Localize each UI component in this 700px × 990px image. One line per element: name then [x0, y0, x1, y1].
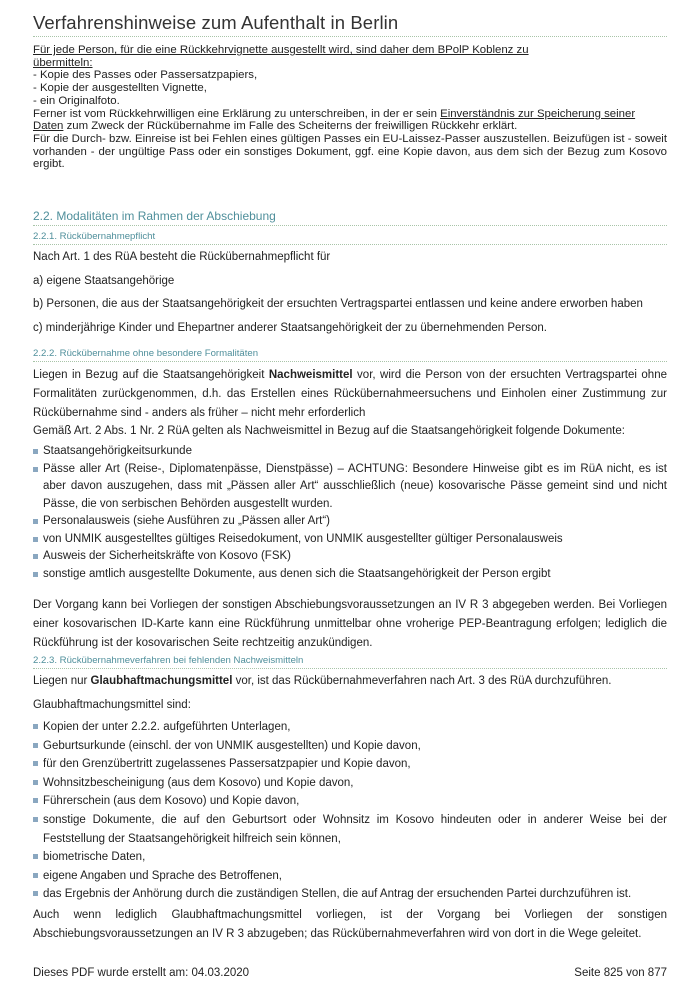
intro-item-3: - ein Originalfoto. — [33, 94, 120, 107]
list-item: Wohnsitzbescheinigung (aus dem Kosovo) und Kopie davon, — [33, 774, 667, 793]
intro-paragraph-transit: Für die Durch- bzw. Einreise ist bei Fehlen eines gültigen Passes ein EU-Laissez-Passer auszustellen. Beizufügen ist - soweit vorhanden - der ungültige Pass oder ein sonstiges Dokument, ggf. eine Kopie davon, aus dem sich der Bezug zum Kosovo ergibt. — [33, 132, 667, 171]
page-title: Verfahrenshinweise zum Aufenthalt in Berlin — [33, 12, 399, 33]
list-item: Ausweis der Sicherheitskräfte von Kosovo (FSK) — [33, 548, 667, 566]
paragraph: Nach Art. 1 des RüA besteht die Rückübernahmepflicht für — [33, 251, 331, 263]
evidence-list — [33, 443, 667, 583]
paragraph: Gemäß Art. 2 Abs. 1 Nr. 2 RüA gelten als Nachweismittel in Bezug auf die Staatsangehörigkeit folgende Dokumente: — [33, 425, 625, 437]
bullet-icon — [33, 449, 38, 454]
list-item: das Ergebnis der Anhörung durch die zuständigen Stellen, die auf Antrag der ersuchenden Partei durchzuführen ist. — [33, 885, 667, 904]
intro-line-2: übermitteln: — [33, 56, 93, 69]
list-item: Pässe aller Art (Reise-, Diplomatenpässe, Dienstpässe) – ACHTUNG: Besondere Hinweise gibt es im RüA nicht, es ist aber davon auszugehen, dass mit „Pässen aller Art“ ausschließlich (neue) kosovarische Pässe gemeint sind und nicht Pässe, die von serbischen Behörden ausgestellt wurden. — [33, 461, 667, 514]
bullet-icon — [33, 537, 38, 542]
footer-page-number: Seite 825 von 877 — [574, 967, 667, 979]
list-item-a: a) eigene Staatsangehörige — [33, 275, 175, 287]
paragraph: Auch wenn lediglich Glaubhaftmachungsmittel vorliegen, ist der Vorgang bei Vorliegen der sonstigen Abschiebungsvoraussetzungen an IV R 3 abzugeben; das Rückübernahmeverfahren wird von dort in die Wege geleitet. — [33, 909, 667, 940]
section-rule — [33, 244, 667, 245]
footer-created-date: Dieses PDF wurde erstellt am: 04.03.2020 — [33, 967, 250, 979]
consent-link-text: Einverständnis zur Speicherung seiner Daten — [33, 107, 636, 133]
bullet-icon — [33, 798, 38, 803]
title-rule — [33, 36, 667, 37]
paragraph: Glaubhaftmachungsmittel sind: — [33, 699, 191, 711]
list-item: sonstige Dokumente, die auf den Geburtsort oder Wohnsitz im Kosovo hindeuten oder in anderer Weise bei der Feststellung der Staatsangehörigkeit hilfreich sein können, — [33, 811, 667, 848]
bullet-icon — [33, 743, 38, 748]
section-rule — [33, 361, 667, 362]
bullet-icon — [33, 891, 38, 896]
section-heading-2-2: 2.2. Modalitäten im Rahmen der Abschiebung — [33, 209, 276, 223]
section-rule — [33, 668, 667, 669]
list-item: Geburtsurkunde (einschl. der von UNMIK ausgestellten) und Kopie davon, — [33, 737, 667, 756]
list-item: für den Grenzübertritt zugelassenes Passersatzpapier und Kopie davon, — [33, 755, 667, 774]
bullet-icon — [33, 854, 38, 859]
bullet-icon — [33, 554, 38, 559]
list-item-b: b) Personen, die aus der Staatsangehörigkeit der ersuchten Vertragspartei entlassen und keine andere erworben haben — [33, 298, 643, 310]
list-item: Staatsangehörigkeitsurkunde — [33, 443, 667, 461]
list-item-c: c) minderjährige Kinder und Ehepartner anderer Staatsangehörigkeit der zu übernehmenden Person. — [33, 322, 547, 334]
intro-item-1: - Kopie des Passes oder Passersatzpapiers, — [33, 69, 258, 82]
section-rule — [33, 225, 667, 226]
bullet-icon — [33, 761, 38, 766]
section-heading-2-2-3: 2.2.3. Rückübernahmeverfahren bei fehlenden Nachweismitteln — [33, 655, 304, 666]
bullet-icon — [33, 519, 38, 524]
intro-item-2: - Kopie der ausgestellten Vignette, — [33, 82, 207, 95]
credibility-list — [33, 718, 667, 904]
paragraph: Liegen in Bezug auf die Staatsangehörigkeit Nachweismittel vor, wird die Person von der ersuchten Vertragspartei ohne Formalitäten zurückgenommen, d.h. das Erstellen eines Rückübernahmeersuchens und Einholen einer Zustimmung zur Rückübernahme sind - anders als früher – nicht mehr erforderlich — [33, 369, 667, 419]
bullet-icon — [33, 572, 38, 577]
bullet-icon — [33, 817, 38, 822]
list-item: Kopien der unter 2.2.2. aufgeführten Unterlagen, — [33, 718, 667, 737]
intro-line-1: Für jede Person, für die eine Rückkehrvignette ausgestellt wird, sind daher dem BPolP Koblenz zu — [33, 44, 529, 56]
bullet-icon — [33, 467, 38, 472]
bullet-icon — [33, 780, 38, 785]
list-item: sonstige amtlich ausgestellte Dokumente, aus denen sich die Staatsangehörigkeit der Person ergibt — [33, 566, 667, 584]
list-item: von UNMIK ausgestelltes gültiges Reisedokument, von UNMIK ausgestellter gültiger Personalausweis — [33, 531, 667, 549]
list-item: Führerschein (aus dem Kosovo) und Kopie davon, — [33, 792, 667, 811]
section-heading-2-2-2: 2.2.2. Rückübernahme ohne besondere Formalitäten — [33, 348, 259, 359]
list-item: biometrische Daten, — [33, 848, 667, 867]
bullet-icon — [33, 724, 38, 729]
intro-paragraph-consent: Ferner ist vom Rückkehrwilligen eine Erklärung zu unterschreiben, in der er sein Einverständnis zur Speicherung seiner Daten zum Zweck der Rückübernahme im Falle des Scheiterns der freiwilligen Rückkehr erklärt. — [33, 107, 636, 133]
list-item: Personalausweis (siehe Ausführen zu „Pässen aller Art“) — [33, 513, 667, 531]
section-heading-2-2-1: 2.2.1. Rückübernahmepflicht — [33, 231, 156, 242]
intro-section — [33, 44, 667, 171]
list-item: eigene Angaben und Sprache des Betroffenen, — [33, 867, 667, 886]
paragraph: Liegen nur Glaubhaftmachungsmittel vor, ist das Rückübernahmeverfahren nach Art. 3 des RüA durchzuführen. — [33, 675, 612, 687]
paragraph: Der Vorgang kann bei Vorliegen der sonstigen Abschiebungsvoraussetzungen an IV R 3 abgegeben werden. Bei Vorliegen einer kosovarischen ID-Karte kann eine Rückführung unmittelbar ohne vroherige PEP-Beantragung erfolgen; lediglich die Rückführung ist der kosovarischen Seite rechtzeitig anzukündigen. — [33, 599, 667, 649]
bullet-icon — [33, 873, 38, 878]
